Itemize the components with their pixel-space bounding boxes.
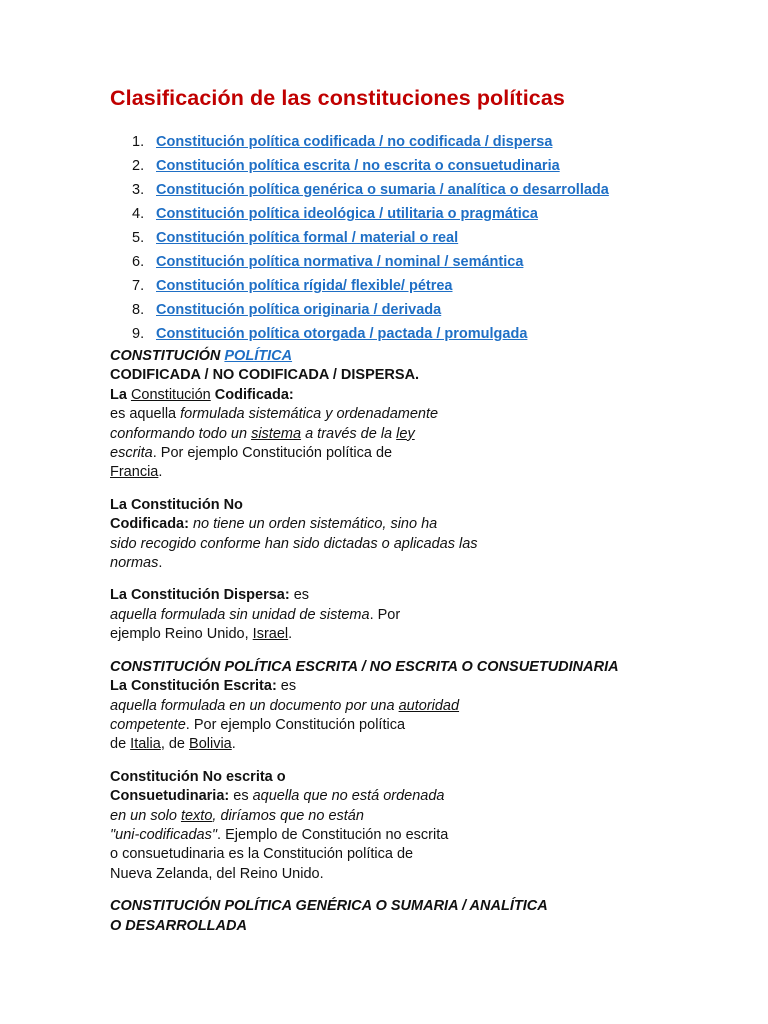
text: . Por ejemplo Constitución política de — [152, 445, 393, 462]
toc-link[interactable]: Constitución política ideológica / utilitaria o pragmática — [156, 206, 538, 222]
text: . — [158, 464, 163, 481]
text: de — [110, 736, 131, 753]
toc-link[interactable]: Constitución política codificada / no codificada / dispersa — [156, 134, 553, 150]
italia-link[interactable]: Italia — [130, 736, 161, 753]
term-label: La Constitución No — [110, 496, 243, 513]
text: conformando todo un — [110, 425, 252, 442]
text: , de — [160, 736, 190, 753]
text: . Por ejemplo Constitución política — [185, 716, 406, 733]
text: aquella formulada en un documento por una — [110, 697, 399, 714]
spacer — [110, 645, 670, 658]
text: es — [276, 678, 297, 695]
list-number: 2. — [132, 158, 145, 174]
text: . — [231, 736, 236, 753]
text: normas — [110, 555, 159, 572]
section-heading — [110, 347, 670, 366]
text: en un solo — [110, 807, 181, 824]
bolivia-link[interactable]: Bolivia — [189, 736, 232, 753]
paragraph-line — [110, 807, 670, 826]
text: es aquella — [110, 406, 181, 423]
text: , diríamos que no están — [212, 807, 364, 824]
paragraph-line — [110, 463, 670, 482]
paragraph-line — [110, 787, 670, 806]
spacer — [110, 755, 670, 768]
paragraph-line — [110, 677, 670, 696]
toc-link[interactable]: Constitución política originaria / derivada — [156, 302, 442, 318]
francia-link[interactable]: Francia — [110, 464, 159, 481]
toc-link[interactable]: Constitución política genérica o sumaria / analítica o desarrollada — [156, 182, 609, 198]
paragraph-line — [110, 515, 670, 534]
ley-link[interactable]: ley — [396, 425, 415, 442]
list-number: 5. — [132, 230, 145, 246]
spacer — [110, 884, 670, 897]
section-heading-line2: CODIFICADA / NO CODIFICADA / DISPERSA. — [110, 367, 420, 384]
list-number: 1. — [132, 134, 145, 150]
sistema-link[interactable]: sistema — [251, 425, 302, 442]
paragraph-line — [110, 444, 670, 463]
constitucion-link[interactable]: Constitución — [130, 386, 211, 403]
term-label: Codificada: — [110, 516, 189, 533]
definition-codificada — [110, 386, 670, 405]
paragraph-line: Nueva Zelanda, del Reino Unido. — [110, 865, 324, 882]
text: . — [158, 555, 163, 572]
term-label: Codificada: — [210, 386, 294, 403]
paragraph-line — [110, 716, 670, 735]
politica-link[interactable]: POLÍTICA — [224, 348, 293, 364]
section-heading-line2: O DESARROLLADA — [110, 917, 247, 934]
toc-link[interactable]: Constitución política otorgada / pactada / promulgada — [156, 326, 528, 342]
texto-link[interactable]: texto — [180, 807, 213, 824]
text: aquella formulada sin unidad de sistema — [110, 606, 370, 623]
text: . Por — [369, 606, 401, 623]
heading-text: CONSTITUCIÓN — [110, 348, 225, 364]
paragraph-line — [110, 586, 670, 605]
paragraph-line — [110, 425, 670, 444]
term-label: Consuetudinaria: — [110, 788, 230, 805]
text: no tiene un orden sistemático, sino ha — [188, 516, 438, 533]
toc-link[interactable]: Constitución política formal / material o real — [156, 230, 459, 246]
text: escrita — [110, 445, 153, 462]
paragraph-line — [110, 826, 670, 845]
paragraph-line — [110, 735, 670, 754]
list-number: 8. — [132, 302, 145, 318]
text: formulada sistemática y ordenadamente — [180, 406, 439, 423]
text: "uni-codificadas" — [110, 826, 218, 843]
toc-link[interactable]: Constitución política normativa / nominal / semántica — [156, 254, 524, 270]
term-label: La Constitución Dispersa: — [110, 587, 290, 604]
text: competente — [110, 716, 186, 733]
paragraph-line: o consuetudinaria es la Constitución política de — [110, 846, 414, 863]
list-number: 6. — [132, 254, 145, 270]
toc-link[interactable]: Constitución política escrita / no escrita o consuetudinaria — [156, 158, 560, 174]
list-number: 7. — [132, 278, 145, 294]
text: a través de la — [301, 425, 397, 442]
paragraph-line — [110, 697, 670, 716]
paragraph-line — [110, 554, 670, 573]
term-prefix: La — [110, 386, 131, 403]
text: aquella que no está ordenada — [252, 788, 445, 805]
text: . Ejemplo de Constitución no escrita — [217, 826, 449, 843]
body-text — [110, 347, 670, 936]
section-heading: CONSTITUCIÓN POLÍTICA GENÉRICA O SUMARIA / ANALÍTICA — [110, 898, 548, 915]
paragraph-line — [110, 606, 670, 625]
paragraph-line — [110, 625, 670, 644]
spacer — [110, 483, 670, 496]
toc-link[interactable]: Constitución política rígida/ flexible/ pétrea — [156, 278, 453, 294]
text: es — [229, 788, 253, 805]
paragraph-line: sido recogido conforme han sido dictadas o aplicadas las — [110, 535, 478, 552]
term-label: Constitución No escrita o — [110, 768, 286, 785]
page-title: Clasificación de las constituciones políticas — [110, 86, 565, 110]
section-heading: CONSTITUCIÓN POLÍTICA ESCRITA / NO ESCRITA O CONSUETUDINARIA — [110, 658, 619, 675]
paragraph-line — [110, 405, 670, 424]
term-label: La Constitución Escrita: — [110, 678, 277, 695]
spacer — [110, 573, 670, 586]
text: . — [288, 626, 293, 643]
israel-link[interactable]: Israel — [252, 626, 289, 643]
list-number: 3. — [132, 182, 145, 198]
text: ejemplo Reino Unido, — [110, 626, 253, 643]
text: es — [289, 587, 310, 604]
list-number: 9. — [132, 326, 145, 342]
list-number: 4. — [132, 206, 145, 222]
autoridad-link[interactable]: autoridad — [398, 697, 460, 714]
